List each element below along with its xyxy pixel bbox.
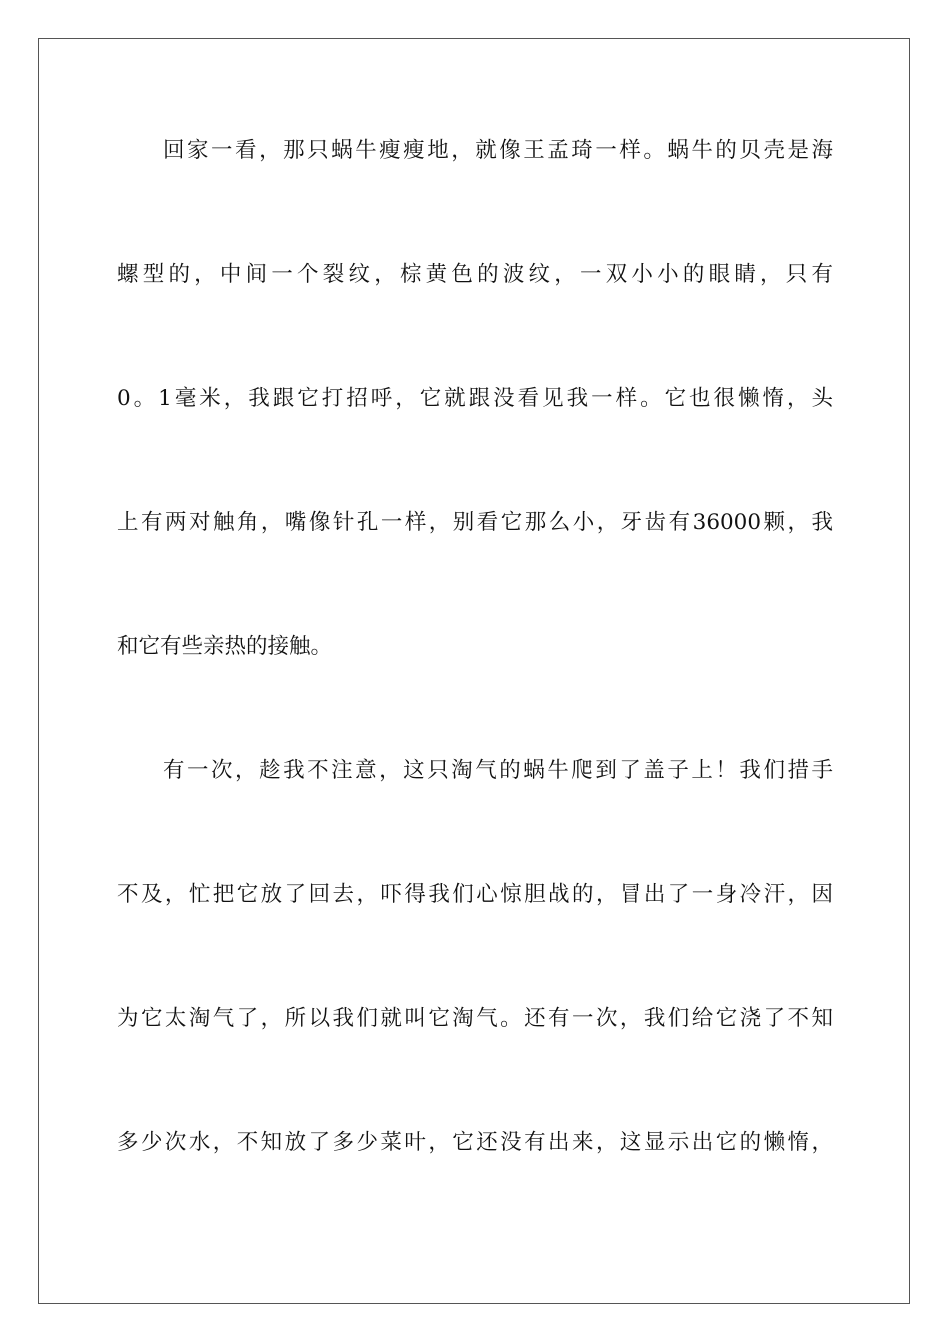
text-line: 为它太淘气了，所以我们就叫它淘气。还有一次，我们给它浇了不知 [117,1006,833,1031]
text-line: 0。1毫米，我跟它打招呼，它就跟没看见我一样。它也很懒惰，头 [117,386,833,411]
page-border [38,38,910,1304]
text-line: 不及，忙把它放了回去，吓得我们心惊胆战的，冒出了一身冷汗，因 [117,882,833,907]
text-line: 螺型的，中间一个裂纹，棕黄色的波纹，一双小小的眼睛，只有 [117,262,833,287]
text-line: 和它有些亲热的接触。 [117,634,333,659]
text-line: 多少次水，不知放了多少菜叶，它还没有出来，这显示出它的懒惰， [117,1130,833,1155]
text-line: 有一次，趁我不注意，这只淘气的蜗牛爬到了盖子上！我们措手 [163,758,833,783]
text-line: 上有两对触角，嘴像针孔一样，别看它那么小，牙齿有36000颗，我 [117,510,833,535]
text-line: 回家一看，那只蜗牛瘦瘦地，就像王孟琦一样。蜗牛的贝壳是海 [163,138,833,163]
